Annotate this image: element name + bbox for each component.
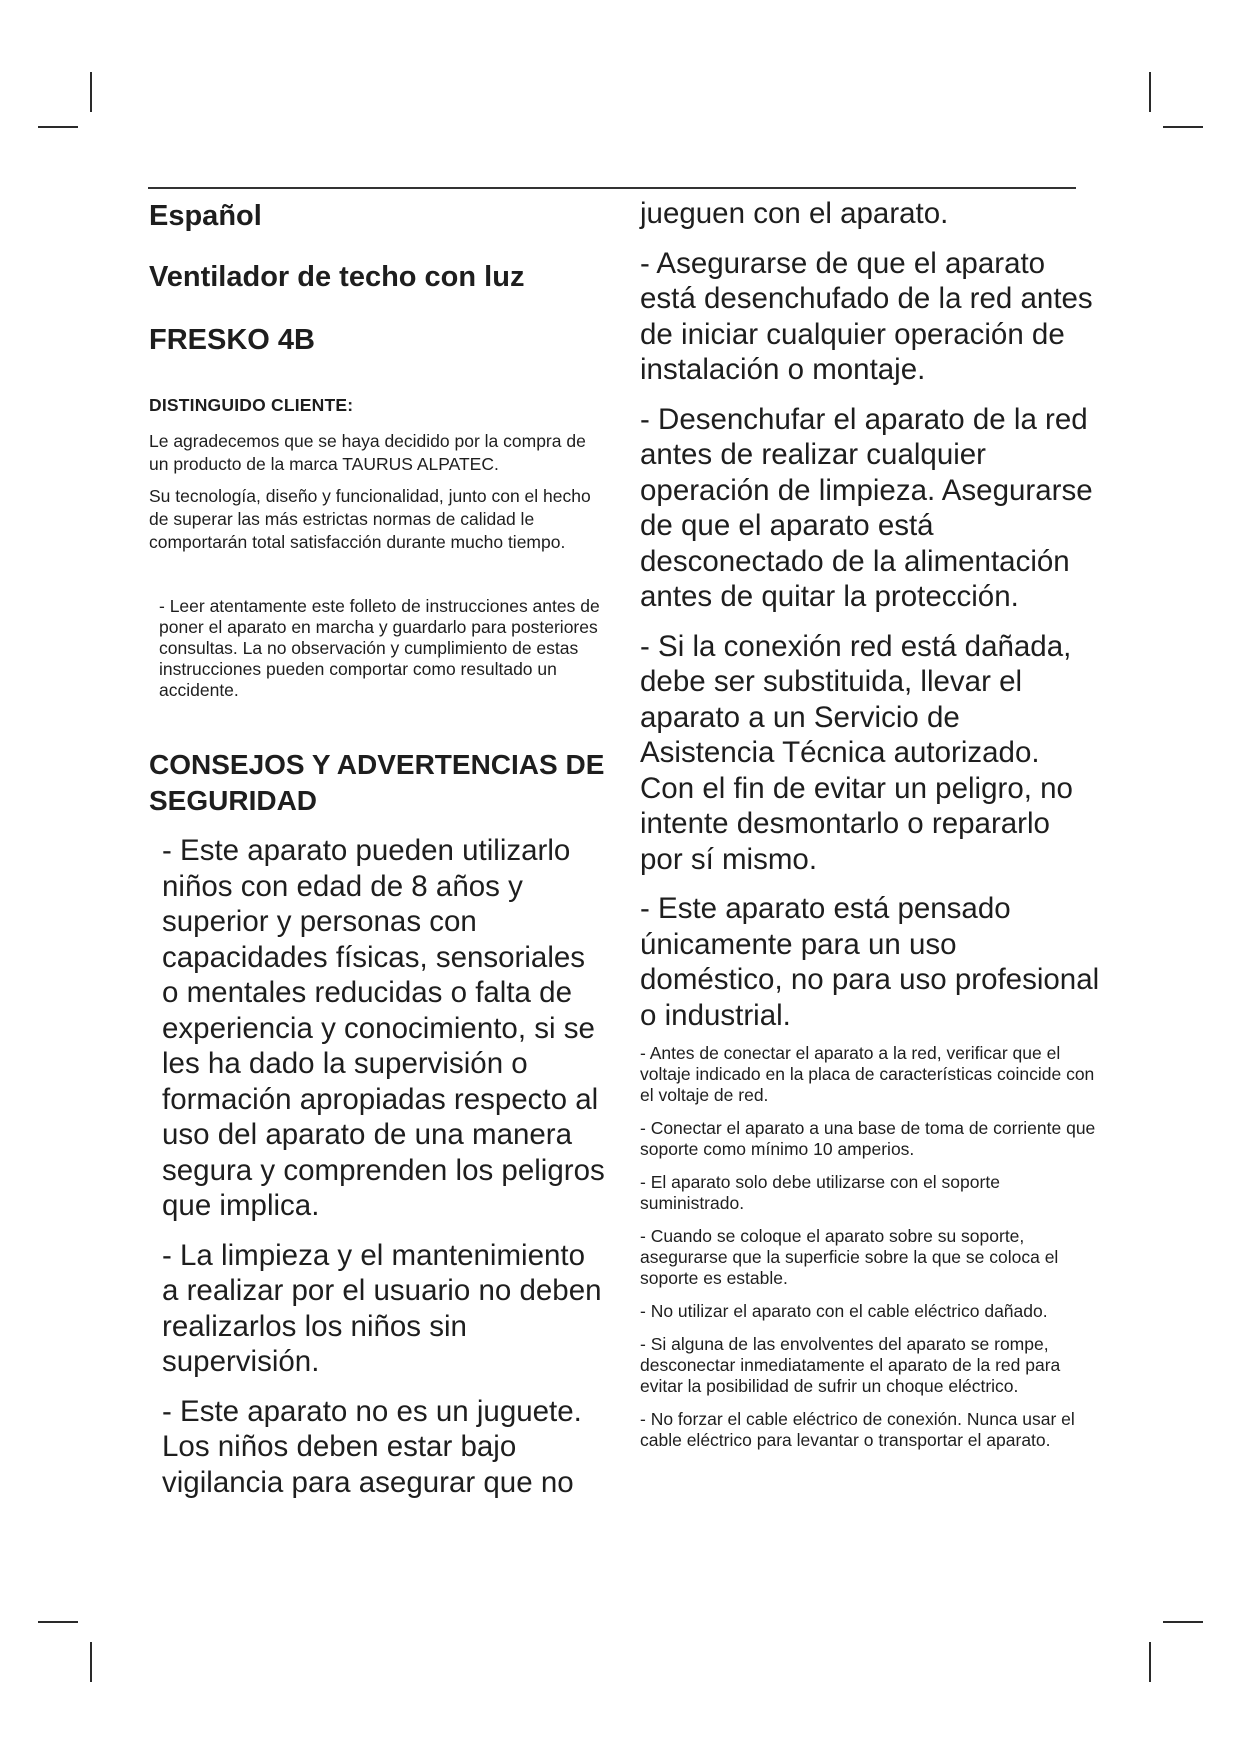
- intro-quality: Su tecnología, diseño y funcionalidad, junto con el hecho de superar las más estrictas normas de calidad le comportarán total satisfacción durante mucho tiempo.: [149, 486, 591, 552]
- crop-mark: [90, 1642, 92, 1682]
- safety-socket: - Conectar el aparato a una base de toma de corriente que soporte como mínimo 10 amperios.: [640, 1118, 1096, 1159]
- greeting-heading: DISTINGUIDO CLIENTE:: [149, 395, 354, 415]
- safety-unplug-install: - Asegurarse de que el aparato está desenchufado de la red antes de iniciar cualquier operación de instalación o montaje.: [640, 246, 1093, 386]
- crop-mark: [38, 126, 78, 128]
- crop-mark: [1163, 126, 1203, 128]
- safety-not-toy-continued: jueguen con el aparato.: [640, 197, 949, 230]
- safety-not-toy: - Este aparato no es un juguete. Los niños deben estar bajo vigilancia para asegurar que no: [162, 1394, 582, 1499]
- left-column: [149, 196, 609, 1500]
- crop-mark: [1163, 1621, 1203, 1623]
- model-name: FRESKO 4B: [149, 324, 315, 356]
- read-instructions-note: - Leer atentamente este folleto de instrucciones antes de poner el aparato en marcha y guardarlo para posteriores consultas. La no observación y cumplimiento de estas instrucciones pueden comportar como resultado un accidente.: [159, 596, 600, 700]
- header-rule: [148, 187, 1076, 189]
- safety-domestic-use: - Este aparato está pensado únicamente para un uso doméstico, no para uso profesional o industrial.: [640, 892, 1100, 1032]
- safety-children-use: - Este aparato pueden utilizarlo niños con edad de 8 años y superior y personas con capacidades físicas, sensoriales o mentales reducidas o falta de experiencia y conocimiento, si se les ha dado la supervisión o formación apropiadas respecto al uso del aparato de una manera segura y comprenden los peligros que implica.: [162, 834, 605, 1222]
- intro-thanks: Le agradecemos que se haya decidido por la compra de un producto de la marca TAURUS ALPATEC.: [149, 431, 586, 474]
- crop-mark: [90, 72, 92, 112]
- safety-voltage: - Antes de conectar el aparato a la red, verificar que el voltaje indicado en la placa de características coincide con el voltaje de red.: [640, 1043, 1095, 1105]
- safety-cleaning: - La limpieza y el mantenimiento a realizar por el usuario no deben realizarlos los niños sin supervisión.: [162, 1238, 602, 1378]
- safety-unplug-clean: - Desenchufar el aparato de la red antes de realizar cualquier operación de limpieza. Asegurarse de que el aparato está desconectado de la alimentación antes de quitar la protección.: [640, 402, 1093, 613]
- safety-support: - El aparato solo debe utilizarse con el soporte suministrado.: [640, 1172, 1000, 1213]
- right-column: [640, 196, 1100, 1451]
- language-heading: Español: [149, 200, 262, 232]
- crop-mark: [1149, 1642, 1151, 1682]
- crop-mark: [1149, 72, 1151, 112]
- safety-heading: CONSEJOS Y ADVERTENCIAS DE SEGURIDAD: [149, 749, 605, 816]
- safety-broken-casing: - Si alguna de las envolventes del aparato se rompe, desconectar inmediatamente el aparato de la red para evitar la posibilidad de sufrir un choque eléctrico.: [640, 1334, 1061, 1396]
- safety-cable-force: - No forzar el cable eléctrico de conexión. Nunca usar el cable eléctrico para levantar o transportar el aparato.: [640, 1409, 1075, 1450]
- safety-damaged-cable: - No utilizar el aparato con el cable eléctrico dañado.: [640, 1301, 1048, 1321]
- safety-stable-surface: - Cuando se coloque el aparato sobre su soporte, asegurarse que la superficie sobre la que se coloca el soporte es estable.: [640, 1226, 1059, 1288]
- crop-mark: [38, 1621, 78, 1623]
- product-title: Ventilador de techo con luz: [149, 261, 525, 293]
- safety-damaged-connection: - Si la conexión red está dañada, debe ser substituida, llevar el aparato a un Servicio de Asistencia Técnica autorizado. Con el fin de evitar un peligro, no intente desmontarlo o repararlo por sí mismo.: [640, 629, 1073, 876]
